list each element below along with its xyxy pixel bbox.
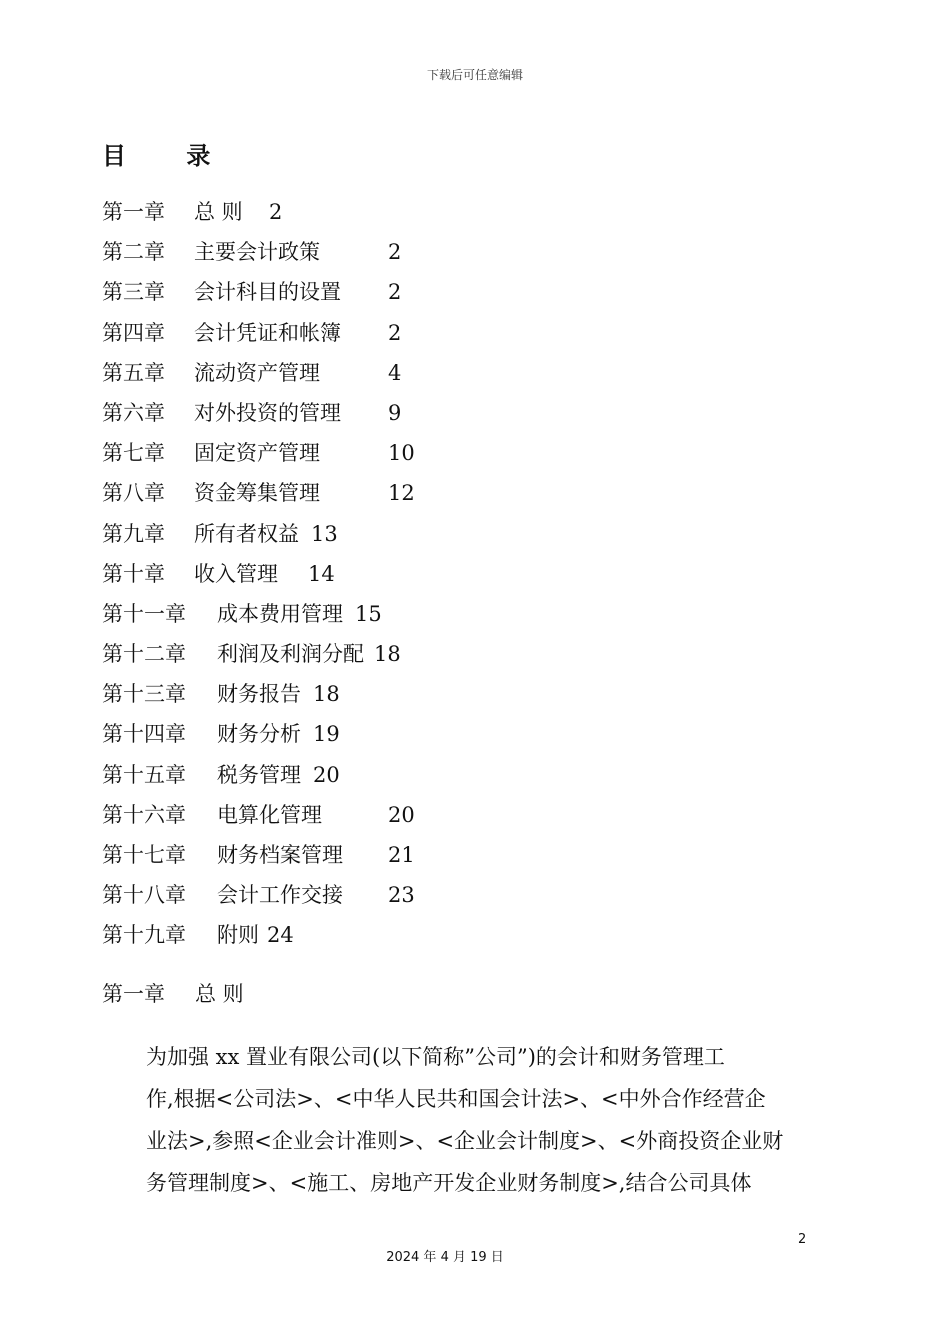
toc-chapter: 第十七章 [102,843,186,867]
section-heading-chapter: 第一章 [102,982,165,1006]
toc-page-number: 19 [313,722,340,747]
page-header: 下载后可任意编辑 [426,68,523,82]
toc-entry [102,353,802,393]
section-heading-title: 总 则 [195,982,244,1006]
toc-chapter: 第七章 [102,441,165,466]
toc-entry [102,393,802,433]
toc-entry [102,795,802,835]
toc-chapter: 第六章 [102,400,165,425]
toc-entry [102,594,802,634]
toc-entry [102,313,802,353]
body-paragraph [102,1036,808,1204]
toc-chapter-title: 资金筹集管理 [194,481,320,506]
toc-chapter: 第八章 [102,481,165,506]
toc-page-number: 2 [269,200,283,224]
toc-entry [102,473,802,513]
toc-entry [102,272,802,312]
toc-chapter-title: 财务档案管理 [217,843,343,867]
toc-entry [102,915,802,955]
paragraph-line: 务管理制度>、<施工、房地产开发企业财务制度>,结合公司具体 [146,1171,752,1195]
toc-entry [102,714,802,754]
toc-chapter: 第十章 [102,561,165,586]
toc-chapter-title: 流动资产管理 [194,360,320,385]
paragraph-line: 作,根据<公司法>、<中华人民共和国会计法>、<中外合作经营企 [146,1087,766,1111]
toc-chapter: 第十九章 [102,923,186,948]
toc-chapter: 第二章 [102,240,165,265]
toc-chapter: 第十四章 [102,722,186,747]
toc-chapter-title: 主要会计政策 [194,240,320,265]
paragraph-line: 为加强 xx 置业有限公司(以下简称”公司”)的会计和财务管理工 [146,1045,725,1069]
toc-chapter: 第十一章 [102,601,186,626]
toc-page-number: 14 [308,561,335,586]
toc-chapter: 第一章 [102,200,165,224]
toc-chapter: 第十五章 [102,762,186,787]
toc-page-number: 2 [388,240,402,265]
toc-page-number: 2 [388,320,402,345]
toc-chapter-title: 总 则 [194,200,243,224]
toc-chapter-title: 固定资产管理 [194,441,320,466]
toc-page-number: 13 [311,521,338,546]
toc-chapter-title: 成本费用管理 [217,601,343,626]
toc-chapter-title: 会计工作交接 [217,883,343,908]
toc-page-number: 21 [388,843,415,867]
toc-chapter-title: 电算化管理 [217,802,322,827]
toc-chapter: 第三章 [102,280,165,305]
toc-chapter-title: 所有者权益 [194,521,299,546]
toc-chapter-title: 税务管理 [217,762,301,787]
toc-page-number: 20 [388,802,415,827]
toc-page-number: 4 [388,360,402,385]
toc-chapter-title: 对外投资的管理 [194,400,341,425]
toc-entry [102,835,802,875]
toc-chapter: 第九章 [102,521,165,546]
toc-page-number: 18 [313,682,340,707]
toc-chapter: 第四章 [102,320,165,345]
toc-entry [102,674,802,714]
toc-page-number: 18 [374,642,401,667]
toc-page-number: 15 [355,601,382,626]
toc-chapter: 第十二章 [102,642,186,667]
toc-chapter-title: 财务报告 [217,682,301,707]
toc-chapter-title: 附则 [217,923,259,948]
footer-date: 2024 年 4 月 19 日 [386,1250,504,1265]
toc-chapter: 第十八章 [102,883,186,908]
toc-page-number: 10 [388,441,415,466]
toc-chapter: 第五章 [102,360,165,385]
toc-page-number: 2 [388,280,402,305]
toc-page-number: 12 [388,481,415,506]
toc-chapter-title: 财务分析 [217,722,301,747]
paragraph-line: 业法>,参照<企业会计准则>、<企业会计制度>、<外商投资企业财 [146,1129,784,1153]
toc-page-number: 9 [388,400,402,425]
toc-entry [102,755,802,795]
toc-entry [102,514,802,554]
toc-chapter-title: 收入管理 [194,561,278,586]
toc-title: 目 录 [102,141,237,170]
page-number: 2 [798,1232,807,1247]
toc-entry [102,554,802,594]
toc-entry [102,634,802,674]
toc-chapter-title: 利润及利润分配 [217,642,364,667]
toc-entry [102,192,802,232]
toc-chapter: 第十三章 [102,682,186,707]
toc-page-number: 20 [313,762,340,787]
toc-entry [102,875,802,915]
table-of-contents [102,192,802,956]
toc-chapter-title: 会计科目的设置 [194,280,341,305]
toc-chapter: 第十六章 [102,802,186,827]
toc-page-number: 23 [388,883,415,908]
toc-page-number: 24 [267,923,294,948]
toc-chapter-title: 会计凭证和帐簿 [194,320,341,345]
toc-entry [102,433,802,473]
toc-entry [102,232,802,272]
